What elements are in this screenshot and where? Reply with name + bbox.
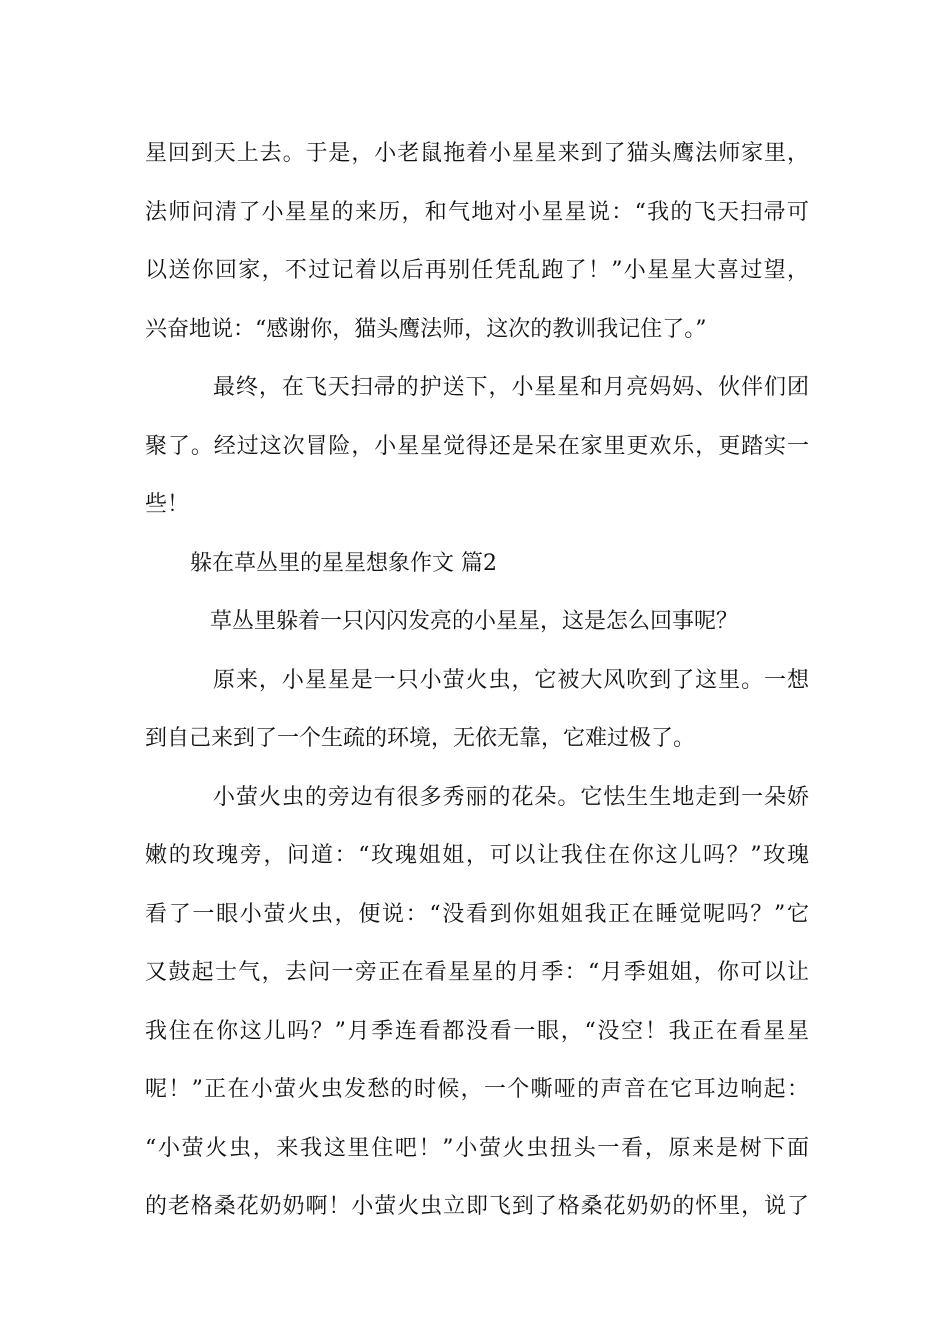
paragraph-first-line: 草丛里躲着一只闪闪发亮的小星星，这是怎么回事呢？ <box>210 609 739 634</box>
document-body <box>145 125 809 1237</box>
paragraph-first-line: 最终，在飞天扫帚的护送下，小星星和月亮妈妈、伙伴们团 <box>213 375 809 400</box>
body-line: 星回到天上去。于是，小老鼠拖着小星星来到了猫头鹰法师家里， <box>145 141 809 166</box>
body-line: 又鼓起士气，去问一旁正在看星星的月季：“月季姐姐，你可以让 <box>145 960 809 985</box>
body-line: 些！ <box>145 492 190 517</box>
body-line: 呢！”正在小萤火虫发愁的时候，一个嘶哑的声音在它耳边响起： <box>145 1077 809 1102</box>
body-line: 聚了。经过这次冒险，小星星觉得还是呆在家里更欢乐，更踏实一 <box>145 433 809 459</box>
body-line: 兴奋地说：“感谢你，猫头鹰法师，这次的教训我记住了。” <box>145 316 707 342</box>
body-line: “小萤火虫，来我这里住吧！”小萤火虫扭头一看，原来是树下面 <box>145 1135 809 1161</box>
paragraph-first-line: 原来，小星星是一只小萤火虫，它被大风吹到了这里。一想 <box>213 667 809 693</box>
body-line: 嫩的玫瑰旁，问道：“玫瑰姐姐，可以让我住在你这儿吗？”玫瑰 <box>145 843 809 868</box>
body-line: 以送你回家，不过记着以后再别任凭乱跑了！”小星星大喜过望， <box>145 258 809 283</box>
body-line: 看了一眼小萤火虫，便说：“没看到你姐姐我正在睡觉呢吗？”它 <box>145 901 809 927</box>
body-line: 我住在你这儿吗？”月季连看都没看一眼，“没空！我正在看星星 <box>145 1018 809 1044</box>
body-line: 法师问清了小星星的来历，和气地对小星星说：“我的飞天扫帚可 <box>145 199 809 225</box>
body-line: 的老格桑花奶奶啊！小萤火虫立即飞到了格桑花奶奶的怀里，说了 <box>145 1194 809 1219</box>
paragraph-first-line: 小萤火虫的旁边有很多秀丽的花朵。它怯生生地走到一朵娇 <box>213 784 809 810</box>
section-heading: 躲在草丛里的星星想象作文 篇2 <box>190 550 497 576</box>
body-line: 到自己来到了一个生疏的环境，无依无靠，它难过极了。 <box>145 726 696 751</box>
